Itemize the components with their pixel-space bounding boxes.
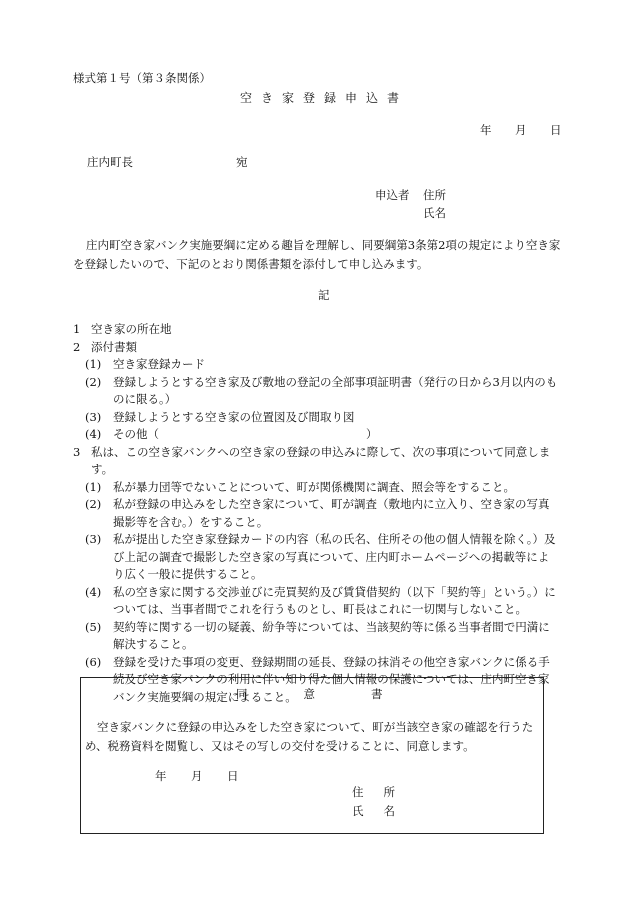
applicant-address-label: 住所 (423, 188, 446, 202)
item-text: 私が暴力団等でないことについて、町が関係機関に調査、照会等をすること。 (113, 479, 516, 494)
consent-date-day: 日 (227, 769, 239, 783)
item-text: 空き家の所在地 (91, 322, 172, 336)
item-number: (3) (85, 532, 102, 546)
item-number: 1 (73, 322, 81, 336)
list-item (73, 356, 558, 374)
ki-heading: 記 (318, 288, 330, 302)
date-month: 月 (515, 123, 527, 137)
item-number: (5) (85, 619, 102, 634)
addressee-name: 庄内町長 (87, 155, 133, 169)
consent-title: 同意書 (236, 687, 439, 701)
list-item (73, 339, 558, 357)
applicant-label: 申込者 (375, 188, 410, 202)
item-number: (4) (85, 584, 102, 599)
consent-address-label: 住所 (352, 785, 415, 799)
addressee-suffix: 宛 (236, 155, 248, 169)
list-item (73, 409, 558, 427)
date-day: 日 (550, 123, 562, 137)
item-number: (4) (85, 427, 102, 441)
consent-box (80, 677, 544, 834)
list-item (73, 619, 558, 654)
intro-paragraph: 庄内町空き家バンク実施要綱に定める趣旨を理解し、同要綱第3条第2項の規定により空き家を登録したいので、下記のとおり関係書類を添付して申し込みます。 (73, 238, 561, 271)
item-list (73, 321, 558, 706)
item-text: 私は、この空き家バンクへの空き家の登録の申込みに際して、次の事項について同意します。 (91, 444, 551, 476)
item-number: (6) (85, 654, 102, 669)
list-item (73, 479, 558, 497)
document-title: 空き家登録申込書 (240, 91, 409, 105)
item-text: 私が提出した空き家登録カードの内容（私の氏名、住所その他の個人情報を除く。）及び上記の調査で撮影した空き家の写真について、庄内町ホームページへの掲載等により広く一般に提供すること。 (113, 532, 556, 581)
item-number: (1) (85, 357, 102, 371)
item-text: 登録を受けた事項の変更、登録期間の延長、登録の抹消その他空き家バンクに係る手続及び空き家バンクの利用に伴い知り得た個人情報の保護については、庄内町空き家バンク実施要綱の規定によること。 (113, 654, 550, 704)
date-year: 年 (480, 123, 492, 137)
item-number: (1) (85, 479, 102, 494)
list-item (73, 374, 558, 409)
consent-name-label: 氏名 (352, 804, 415, 818)
consent-date-month: 月 (191, 769, 203, 783)
item-text: 空き家登録カード (113, 357, 205, 371)
item-text: 登録しようとする空き家及び敷地の登記の全部事項証明書（発行の日から3月以内のものに限る。） (113, 374, 558, 406)
item-text: 私の空き家に関する交渉並びに売買契約及び賃貸借契約（以下「契約等」という。）については、当事者間でこれを行うものとし、町長はこれに一切関与しないこと。 (113, 584, 556, 616)
list-item (73, 496, 558, 531)
consent-body: 空き家バンクに登録の申込みをした空き家について、町が当該空き家の確認を行うため、税務資料を閲覧し、又はその写しの交付を受けることに、同意します。 (85, 720, 534, 753)
consent-date-year: 年 (155, 769, 167, 783)
list-item (73, 321, 558, 339)
list-item (73, 584, 558, 619)
item-number: (2) (85, 497, 102, 511)
item-text: その他（ ） (113, 427, 378, 441)
list-item (73, 444, 558, 479)
item-text: 契約等に関する一切の疑義、紛争等については、当該契約等に係る当事者間で円満に解決すること。 (113, 619, 550, 651)
form-label: 様式第１号（第３条関係） (73, 71, 211, 85)
list-item (73, 531, 558, 584)
item-text: 添付書類 (91, 339, 137, 354)
applicant-name-label: 氏名 (423, 206, 446, 220)
item-text: 私が登録の申込みをした空き家について、町が調査（敷地内に立入り、空き家の写真撮影等を含む。）をすること。 (113, 497, 550, 529)
item-number: (2) (85, 374, 102, 389)
item-number: (3) (85, 409, 102, 424)
item-number: 3 (73, 444, 81, 459)
item-text: 登録しようとする空き家の位置図及び間取り図 (113, 409, 355, 424)
item-number: 2 (73, 339, 81, 354)
list-item (73, 426, 558, 444)
